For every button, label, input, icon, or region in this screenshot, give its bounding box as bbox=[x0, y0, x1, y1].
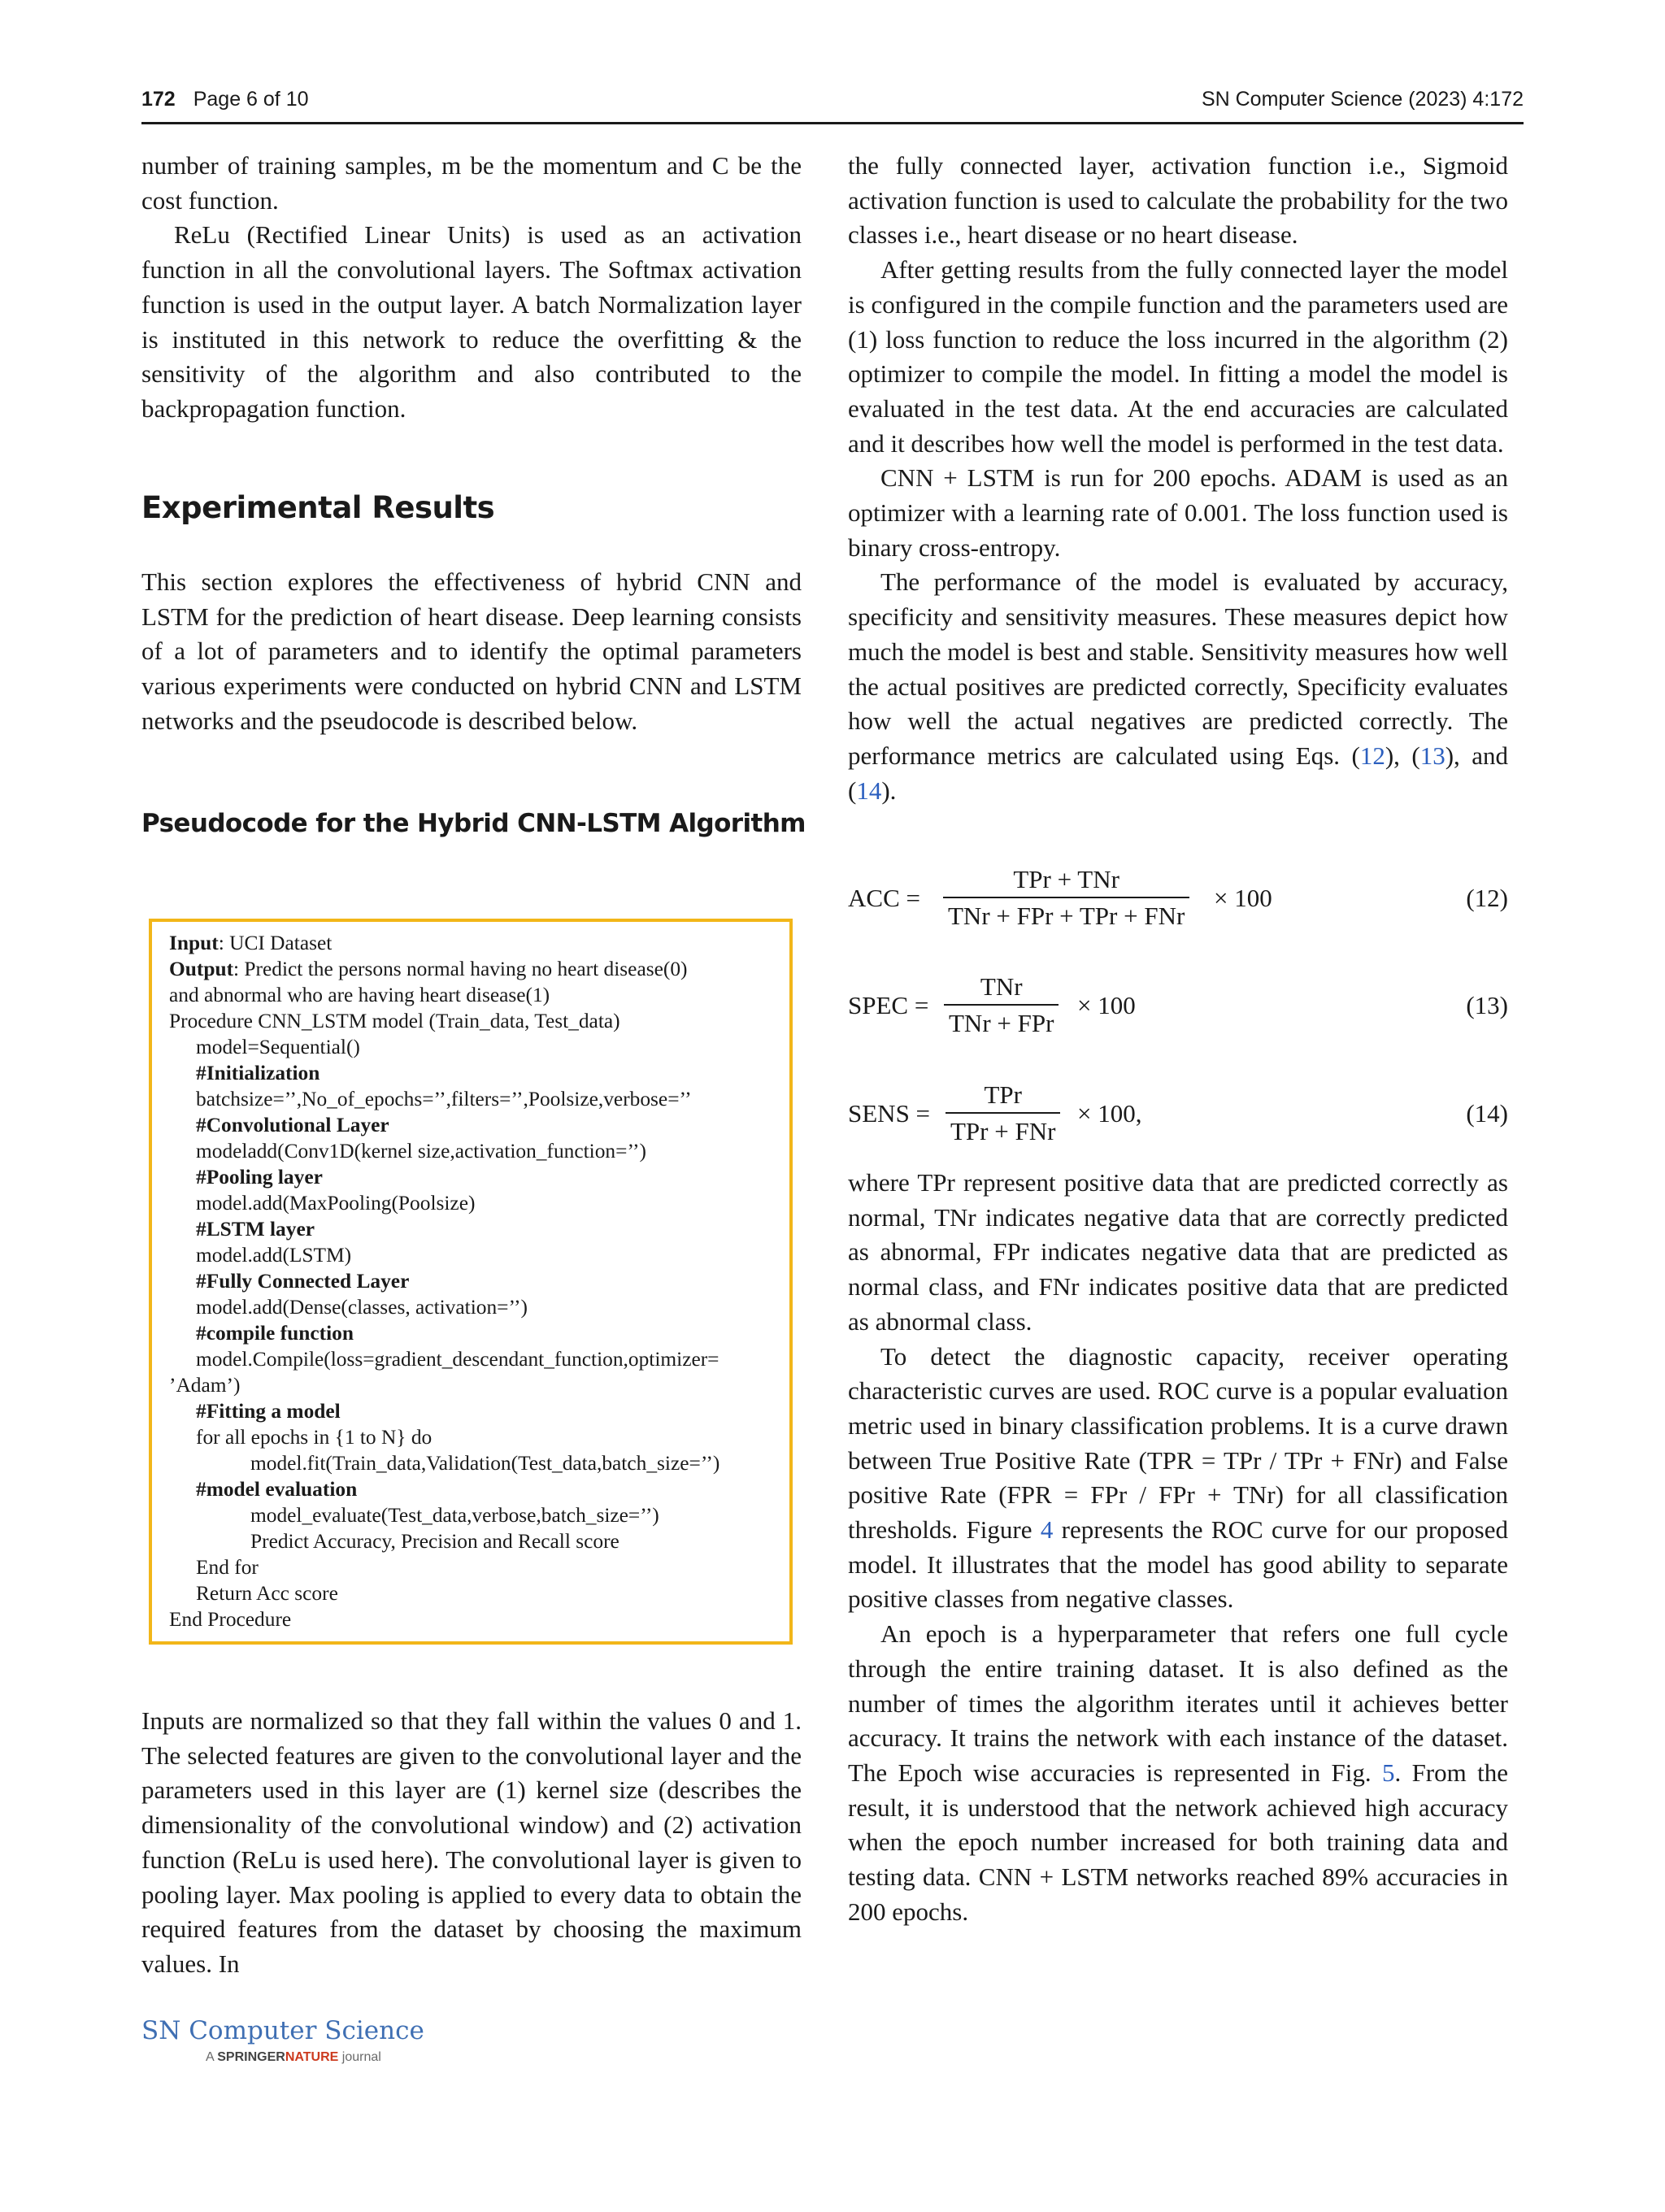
algo-comment: #Fitting a model bbox=[196, 1400, 341, 1423]
algo-line: batchsize=’’,No_of_epochs=’’,filters=’’,Poolsize,verbose=’’ bbox=[196, 1088, 692, 1110]
algo-line: Return Acc score bbox=[196, 1582, 338, 1605]
equation-denominator: TNr + FPr + TPr + FNr bbox=[943, 897, 1189, 933]
equation-fraction bbox=[943, 862, 1189, 933]
left-column-top bbox=[141, 149, 802, 427]
paragraph-metrics: The performance of the model is evaluated by accuracy, specificity and sensitivity measures. These measures depict how much the model is best and stable. Sensitivity measures how well the actual positives are predicted correctly, Specificity evaluates how well the actual negatives are predicted correctly. The performance metrics are calculated using Eqs. (12), (13), and (14). bbox=[848, 567, 1508, 805]
paragraph-epoch-accuracy: An epoch is a hyperparameter that refers one full cycle through the entire training dataset. It is also defined as the number of times the algorithm iterates until it achieves better accuracy. It trains the network with each instance of the dataset. The Epoch wise accuracies is represented in Fig. 5. From the result, it is understood that the network achieved high accuracy when the epoch number increased for both training data and testing data. CNN + LSTM networks reached 89% accuracies in 200 epochs. bbox=[848, 1619, 1508, 1926]
equation-rhs: × 100 bbox=[1214, 884, 1272, 912]
equation-fraction bbox=[946, 1077, 1060, 1149]
algo-comment: #model evaluation bbox=[196, 1478, 358, 1501]
paragraph-normalization: Inputs are normalized so that they fall within the values 0 and 1. The selected features are given to the convolutional layer and the parameters used in this layer are (1) kernel size (describes the dimensionality of the convolutional window) and (2) activation function (ReLu is used here). The convolutional layer is given to pooling layer. Max pooling is applied to every data to obtain the required features from the dataset by choosing the maximum values. In bbox=[141, 1706, 802, 1978]
paragraph-sigmoid: the fully connected layer, activation function i.e., Sigmoid activation function is used to calculate the probability for the two classes i.e., heart disease or no heart disease. bbox=[848, 151, 1508, 250]
eq-ref-14[interactable]: 14 bbox=[856, 776, 882, 805]
algo-comment: #Fully Connected Layer bbox=[196, 1270, 410, 1293]
left-column-intro bbox=[141, 565, 802, 739]
equation-denominator: TNr + FPr bbox=[944, 1004, 1059, 1041]
algo-line: End for bbox=[196, 1556, 259, 1579]
equation-sens bbox=[848, 1077, 1508, 1150]
algo-line: model.add(Dense(classes, activation=’’) bbox=[196, 1296, 528, 1319]
equation-rhs: × 100 bbox=[1077, 991, 1136, 1019]
equation-acc bbox=[848, 862, 1508, 935]
algo-line: for all epochs in {1 to N} do bbox=[196, 1426, 433, 1449]
equation-spec bbox=[848, 969, 1508, 1042]
right-column-top bbox=[848, 149, 1508, 808]
subsection-title: Pseudocode for the Hybrid CNN-LSTM Algorithm bbox=[141, 809, 806, 838]
equation-fraction bbox=[944, 969, 1059, 1041]
algo-comment: #Initialization bbox=[196, 1062, 320, 1084]
equation-number: (13) bbox=[1466, 991, 1508, 1019]
journal-name-footer: SN Computer Science bbox=[141, 2016, 424, 2045]
equation-numerator: TNr bbox=[980, 972, 1023, 1001]
paragraph-compile: After getting results from the fully connected layer the model is configured in the compile function and the parameters used are (1) loss function to reduce the loss incurred in the algorithm (2) optimizer to compile the model. In fitting a model the model is evaluated in the test data. At the end accuracies are calculated and it describes how well the model is performed in the test data. bbox=[848, 255, 1508, 458]
header-rule bbox=[141, 122, 1524, 124]
journal-citation: SN Computer Science (2023) 4:172 bbox=[1201, 88, 1524, 111]
pseudocode-box bbox=[149, 919, 793, 1645]
algo-line: ’Adam’) bbox=[169, 1374, 241, 1397]
algo-line: model_evaluate(Test_data,verbose,batch_size=’’) bbox=[250, 1504, 659, 1527]
algo-line: Procedure CNN_LSTM model (Train_data, Test_data) bbox=[169, 1010, 620, 1032]
algo-line: model.add(MaxPooling(Poolsize) bbox=[196, 1192, 476, 1215]
publisher-tagline: A SPRINGERNATURE journal bbox=[206, 2050, 381, 2064]
algo-line: model.add(LSTM) bbox=[196, 1244, 352, 1267]
eq-ref-13[interactable]: 13 bbox=[1419, 741, 1445, 770]
equation-number: (14) bbox=[1466, 1099, 1508, 1128]
equation-lhs: SENS = bbox=[848, 1099, 931, 1128]
figure-ref-4[interactable]: 4 bbox=[1040, 1515, 1054, 1545]
page-number: 172 bbox=[141, 88, 176, 111]
algo-line: model.Compile(loss=gradient_descendant_function,optimizer= bbox=[196, 1348, 719, 1371]
equation-number: (12) bbox=[1466, 884, 1508, 912]
equation-denominator: TPr + FNr bbox=[946, 1112, 1060, 1149]
paragraph-epochs: CNN + LSTM is run for 200 epochs. ADAM is used as an optimizer with a learning rate of 0.001. The loss function used is binary cross-entropy. bbox=[848, 463, 1508, 562]
paragraph-cost-function: number of training samples, m be the momentum and C be the cost function. bbox=[141, 151, 802, 215]
equation-lhs: ACC = bbox=[848, 884, 920, 912]
eq-ref-12[interactable]: 12 bbox=[1359, 741, 1385, 770]
paragraph-section-intro: This section explores the effectiveness of hybrid CNN and LSTM for the prediction of heart disease. Deep learning consists of a lot of parameters and to identify the optimal parameters various experiments were conducted on hybrid CNN and LSTM networks and the pseudocode is described below. bbox=[141, 567, 802, 735]
equation-rhs: × 100, bbox=[1077, 1099, 1142, 1128]
right-column-bottom bbox=[848, 1166, 1508, 1929]
algo-line: End Procedure bbox=[169, 1608, 292, 1631]
equation-numerator: TPr + TNr bbox=[1013, 865, 1119, 893]
page-info: Page 6 of 10 bbox=[193, 88, 309, 111]
algo-line: Predict Accuracy, Precision and Recall score bbox=[250, 1530, 619, 1553]
figure-ref-5[interactable]: 5 bbox=[1381, 1758, 1395, 1787]
algo-comment: #Convolutional Layer bbox=[196, 1114, 389, 1136]
paragraph-definitions: where TPr represent positive data that are predicted correctly as normal, TNr indicates negative data that are correctly predicted as abnormal, FPr indicates negative data that are predicted as normal class, and FNr indicates positive data that are predicted as abnormal class. bbox=[848, 1168, 1508, 1336]
algo-comment: #LSTM layer bbox=[196, 1218, 315, 1241]
equation-lhs: SPEC = bbox=[848, 991, 929, 1019]
algo-comment: #Pooling layer bbox=[196, 1166, 323, 1189]
paragraph-roc: To detect the diagnostic capacity, receiver operating characteristic curves are used. ROC curve is a popular evaluation metric used in binary classification problems. It is a curve drawn between True Positive Rate (TPR = TPr / TPr + FNr) and False positive Rate (FPR = FPr / FPr + TNr) for all classification thresholds. Figure 4 represents the ROC curve for our proposed model. It illustrates that the model has good ability to separate positive classes from negative classes. bbox=[848, 1341, 1508, 1614]
algo-comment: #compile function bbox=[196, 1322, 354, 1345]
section-title: Experimental Results bbox=[141, 490, 495, 525]
algo-line: and abnormal who are having heart disease(1) bbox=[169, 984, 550, 1006]
algo-line: Output: Predict the persons normal having no heart disease(0) bbox=[169, 958, 688, 980]
algo-line: Input: UCI Dataset bbox=[169, 932, 333, 954]
left-column-bottom bbox=[141, 1704, 802, 1982]
equation-numerator: TPr bbox=[984, 1080, 1022, 1109]
paragraph-relu: ReLu (Rectified Linear Units) is used as an activation function in all the convolutional layers. The Softmax activation function is used in the output layer. A batch Normalization layer is instituted in this network to reduce the overfitting & the sensitivity of the algorithm and also contributed to the backpropagation function. bbox=[141, 220, 802, 423]
algo-line: model.fit(Train_data,Validation(Test_data,batch_size=’’) bbox=[250, 1452, 720, 1475]
algo-line: model=Sequential() bbox=[196, 1036, 360, 1058]
algo-line: modeladd(Conv1D(kernel size,activation_function=’’) bbox=[196, 1140, 646, 1162]
running-header bbox=[141, 88, 1524, 120]
